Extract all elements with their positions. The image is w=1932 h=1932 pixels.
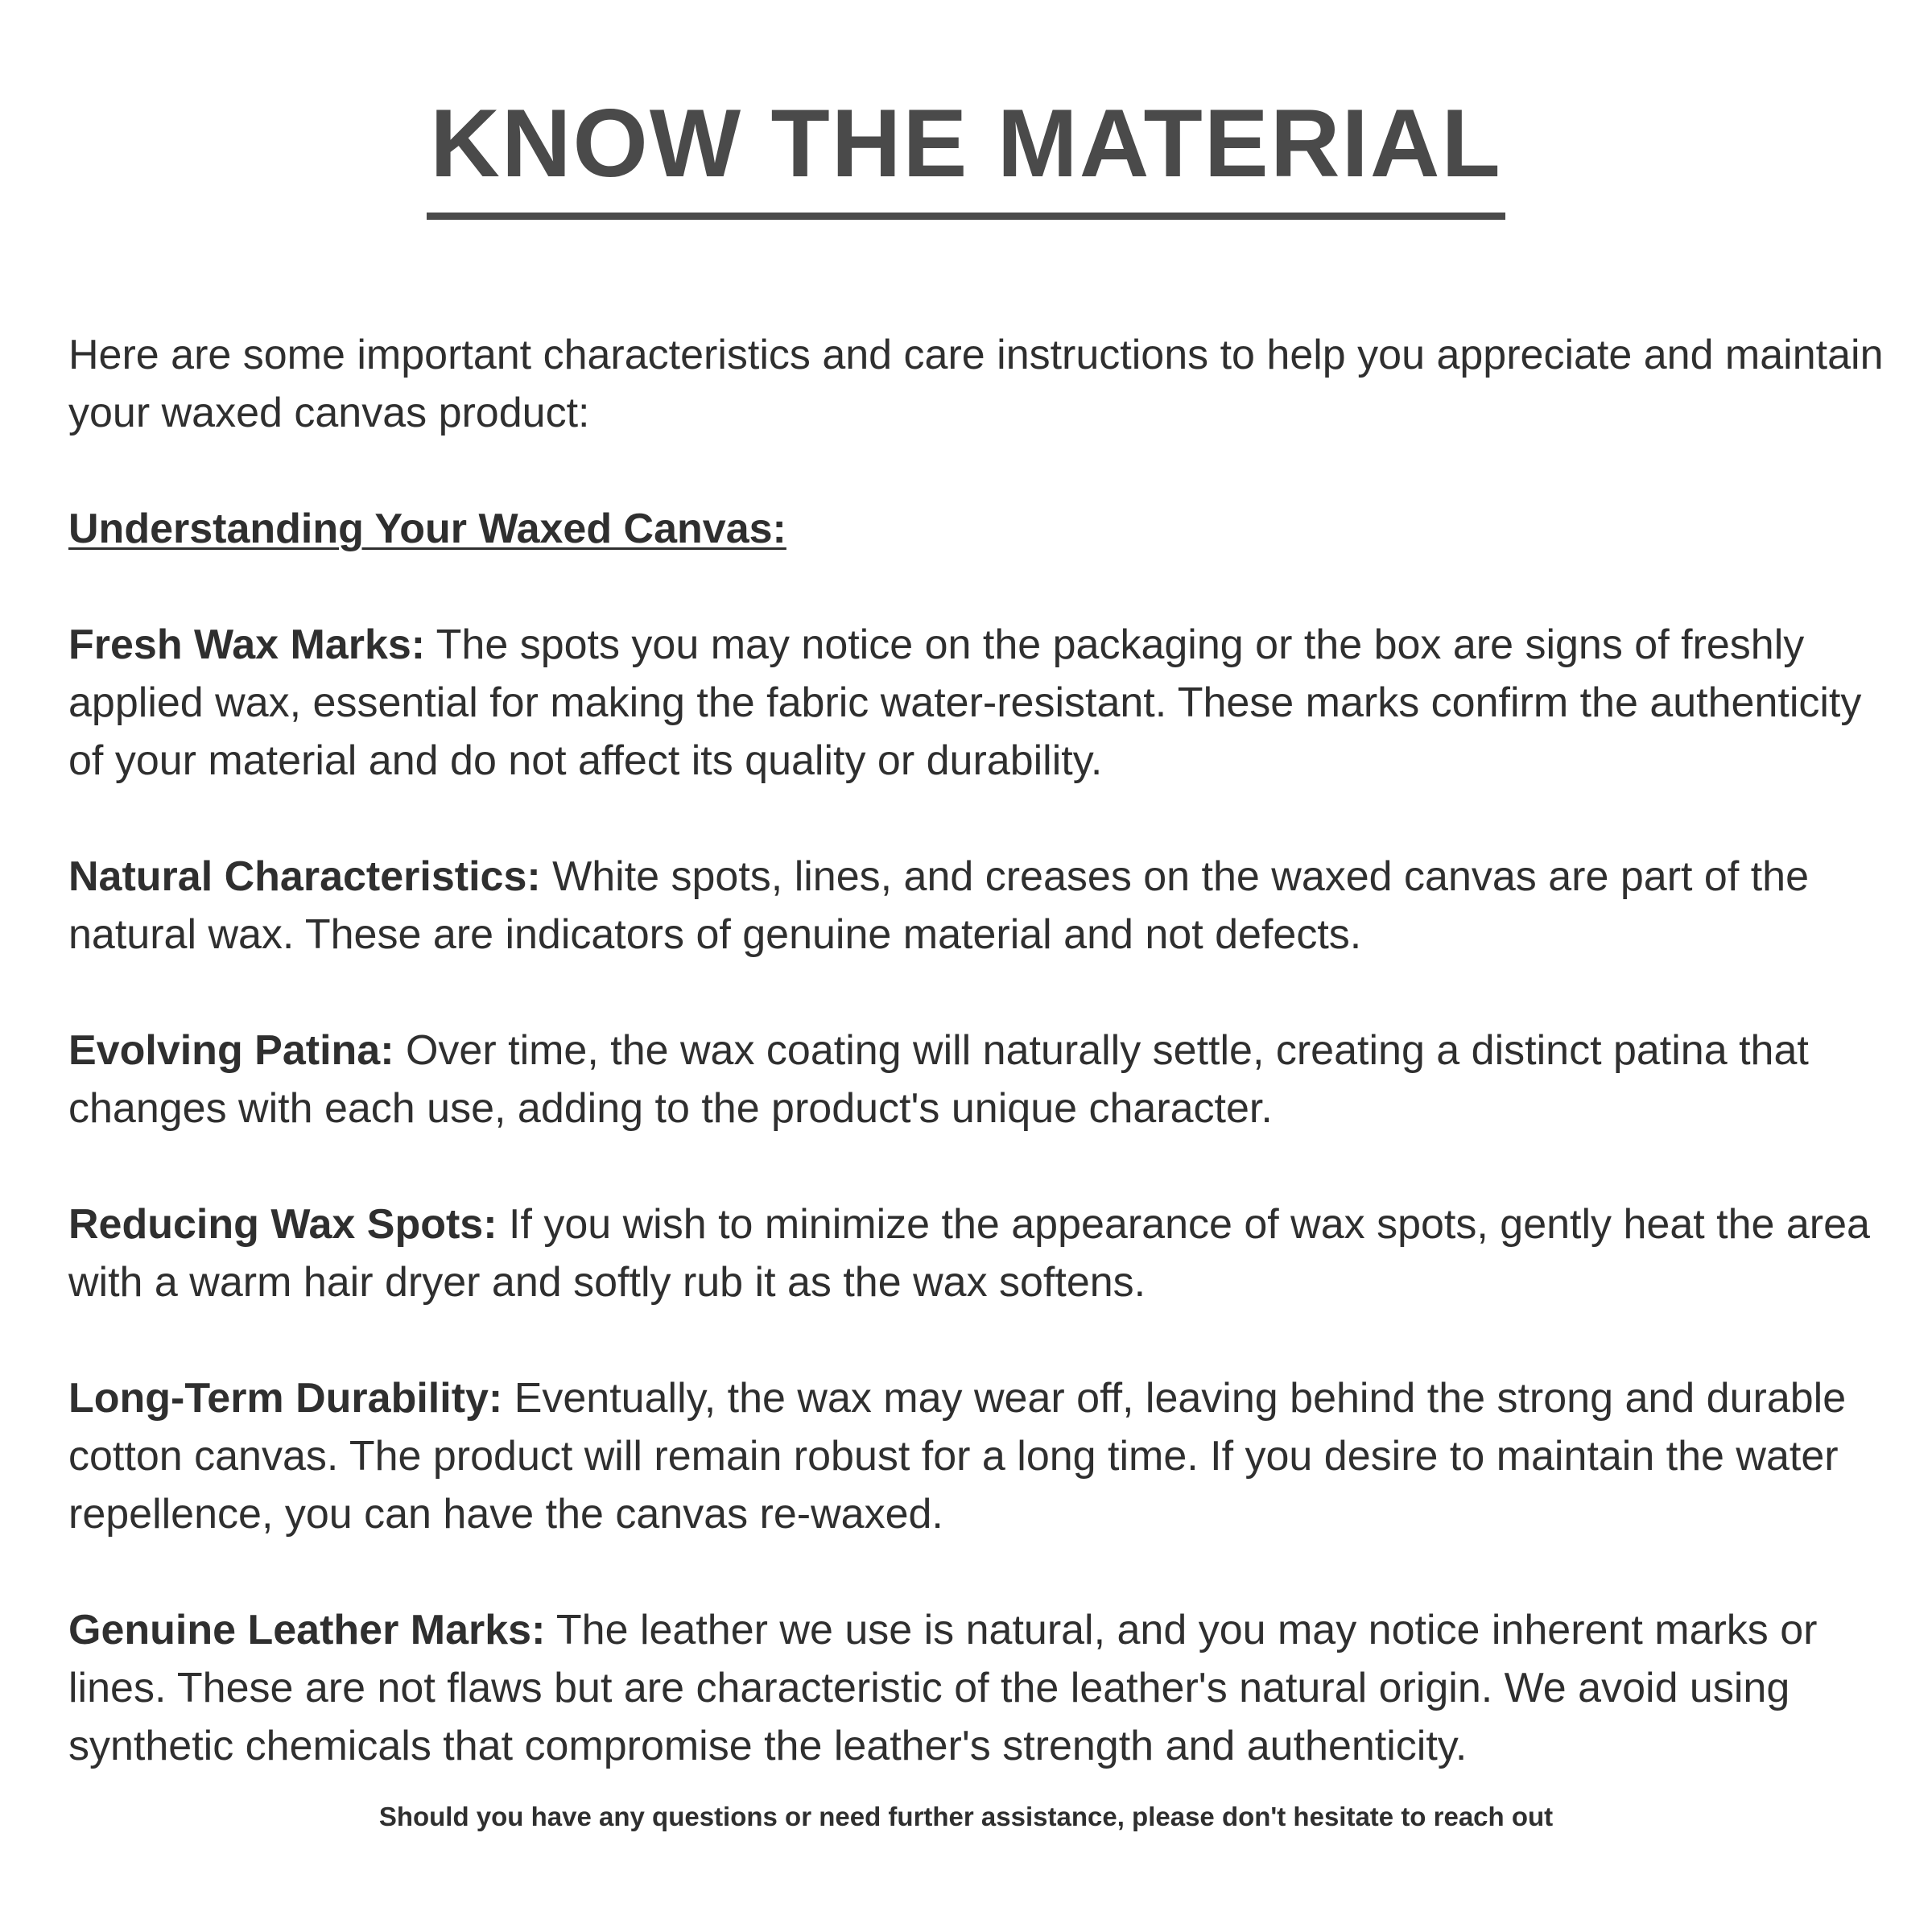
item-evolving-patina bbox=[68, 1022, 1896, 1137]
item-text: The leather we use is natural, and you may notice inherent marks or lines. These are not flaws but are characteristic of the leather's natural origin. We avoid using synthetic chemicals that compromise the leather's strength and authenticity. bbox=[68, 1607, 1818, 1769]
item-text: The spots you may notice on the packaging or the box are signs of freshly applied wax, essential for making the fabric water-resistant. These marks confirm the authenticity of your material and do not affect its quality or durability. bbox=[68, 621, 1862, 784]
item-label: Natural Characteristics: bbox=[68, 853, 541, 900]
title-container bbox=[0, 89, 1932, 220]
footer-note: Should you have any questions or need further assistance, please don't hesitate to reach out bbox=[378, 1802, 1554, 1831]
page-title: KNOW THE MATERIAL bbox=[427, 95, 1505, 220]
item-label: Fresh Wax Marks: bbox=[68, 621, 426, 668]
item-text: White spots, lines, and creases on the waxed canvas are part of the natural wax. These are indicators of genuine material and not defects. bbox=[68, 853, 1810, 958]
item-natural-characteristics bbox=[68, 848, 1896, 964]
item-label: Long-Term Durability: bbox=[68, 1375, 503, 1422]
intro-paragraph: Here are some important characteristics and care instructions to help you appreciate and maintain your waxed canvas product: bbox=[68, 332, 1884, 436]
item-genuine-leather-marks bbox=[68, 1601, 1896, 1775]
item-reducing-wax-spots bbox=[68, 1195, 1896, 1311]
item-long-term-durability bbox=[68, 1369, 1896, 1543]
item-label: Genuine Leather Marks: bbox=[68, 1607, 546, 1653]
item-text: Eventually, the wax may wear off, leaving behind the strong and durable cotton canvas. The product will remain robust for a long time. If you desire to maintain the water repellence, you can have the canvas re-waxed. bbox=[68, 1375, 1847, 1538]
item-fresh-wax-marks bbox=[68, 616, 1896, 790]
section-heading: Understanding Your Waxed Canvas: bbox=[68, 506, 786, 552]
item-text: Over time, the wax coating will naturally settle, creating a distinct patina that changes with each use, adding to the product's unique character. bbox=[68, 1027, 1809, 1132]
item-text: If you wish to minimize the appearance of wax spots, gently heat the area with a warm hair dryer and softly rub it as the wax softens. bbox=[68, 1201, 1870, 1306]
content-body bbox=[68, 326, 1896, 1833]
item-label: Reducing Wax Spots: bbox=[68, 1201, 497, 1248]
item-label: Evolving Patina: bbox=[68, 1027, 394, 1074]
